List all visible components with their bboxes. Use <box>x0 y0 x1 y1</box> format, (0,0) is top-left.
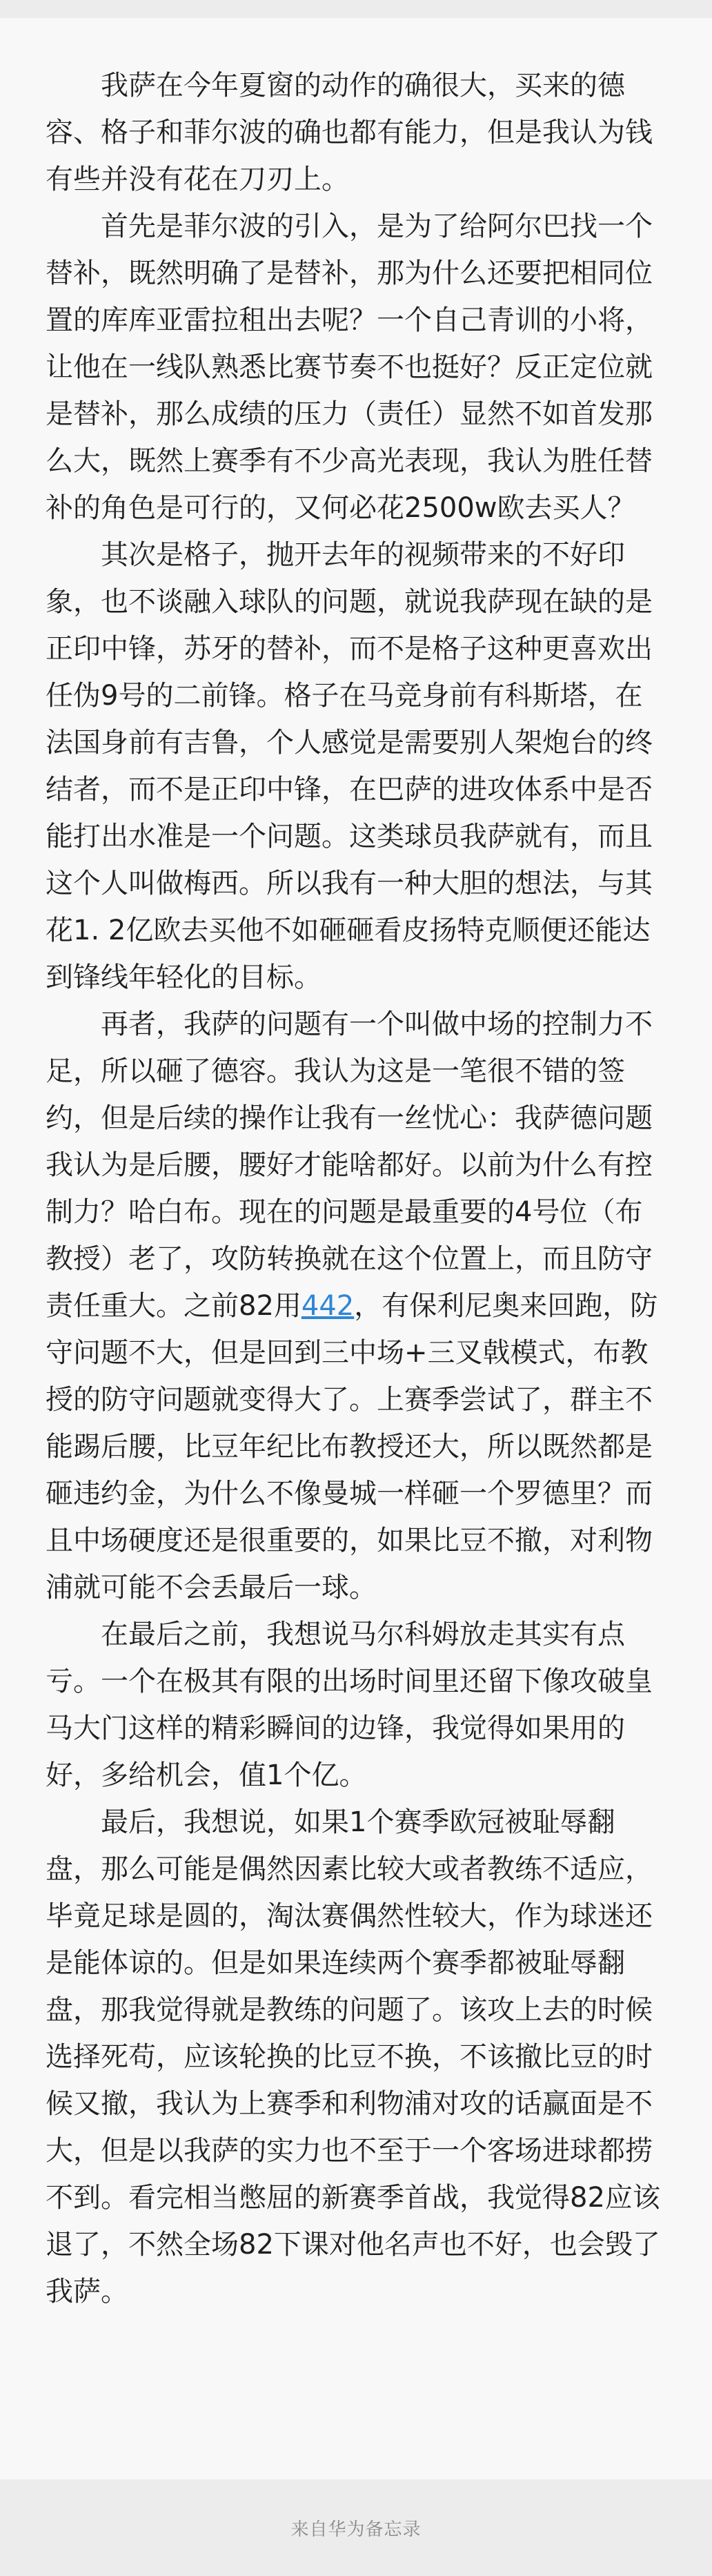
memo-page <box>0 18 712 2479</box>
top-strip <box>0 0 712 18</box>
footer-source-text: 来自华为备忘录 <box>290 2519 422 2540</box>
paragraph-text: 最后，我想说，如果1个赛季欧冠被耻辱翻盘，那么可能是偶然因素比较大或者教练不适应，毕竟足球是圆的，淘汰赛偶然性较大，作为球迷还是能体谅的。但是如果连续两个赛季都被耻辱翻盘，那我觉得就是教练的问题了。该攻上去的时候选择死苟，应该轮换的比豆不换，不该撤比豆的时候又撤，我认为上赛季和利物浦对攻的话赢面是不大，但是以我萨的实力也不至于一个客场进球都捞不到。看完相当憋屈的新赛季首战，我觉得82应该退了，不然全场82下课对他名声也不好，也会毁了我萨。 <box>46 1806 660 2307</box>
paragraph-text: 首先是菲尔波的引入，是为了给阿尔巴找一个替补，既然明确了是替补，那为什么还要把相同位置的库库亚雷拉租出去呢？一个自己青训的小将，让他在一线队熟悉比赛节奏不也挺好？反正定位就是替补，那么成绩的压力（责任）显然不如首发那么大，既然上赛季有不少高光表现，我认为胜任替补的角色是可行的，又何必花2500w欧去买人？ <box>46 211 653 524</box>
article-paragraph <box>46 203 666 531</box>
inline-link[interactable]: 442 <box>301 1290 355 1322</box>
article-body <box>46 62 666 2315</box>
article-paragraph <box>46 1611 666 1799</box>
article-paragraph <box>46 531 666 1001</box>
article-paragraph <box>46 1799 666 2315</box>
paragraph-text: 在最后之前，我想说马尔科姆放走其实有点亏。一个在极其有限的出场时间里还留下像攻破皇马大门这样的精彩瞬间的边锋，我觉得如果用的好，多给机会，值1个亿。 <box>46 1619 653 1791</box>
paragraph-text: 其次是格子，抛开去年的视频带来的不好印象，也不谈融入球队的问题，就说我萨现在缺的是正印中锋，苏牙的替补，而不是格子这种更喜欢出任伪9号的二前锋。格子在马竞身前有科斯塔，在法国身前有吉鲁，个人感觉是需要别人架炮台的终结者，而不是正印中锋，在巴萨的进攻体系中是否能打出水准是一个问题。这类球员我萨就有，而且这个人叫做梅西。所以我有一种大胆的想法，与其花1. 2亿欧去买他不如砸砸看皮扬特克顺便还能达到锋线年轻化的目标。 <box>46 539 653 993</box>
article-paragraph <box>46 62 666 203</box>
article-paragraph <box>46 1001 666 1611</box>
paragraph-text: 我萨在今年夏窗的动作的确很大，买来的德容、格子和菲尔波的确也都有能力，但是我认为钱有些并没有花在刀刃上。 <box>46 70 653 195</box>
paragraph-text: ，有保利尼奥来回跑，防守问题不大，但是回到三中场+三叉戟模式，布教授的防守问题就变得大了。上赛季尝试了，群主不能踢后腰，比豆年纪比布教授还大，所以既然都是砸违约金，为什么不像曼城一样砸一个罗德里？而且中场硬度还是很重要的，如果比豆不撤，对利物浦就可能不会丢最后一球。 <box>46 1290 658 1603</box>
footer <box>0 2479 712 2576</box>
paragraph-text: 再者，我萨的问题有一个叫做中场的控制力不足，所以砸了德容。我认为这是一笔很不错的签约，但是后续的操作让我有一丝忧心：我萨德问题我认为是后腰，腰好才能啥都好。以前为什么有控制力？哈白布。现在的问题是最重要的4号位（布教授）老了，攻防转换就在这个位置上，而且防守责任重大。之前82用 <box>46 1008 653 1322</box>
